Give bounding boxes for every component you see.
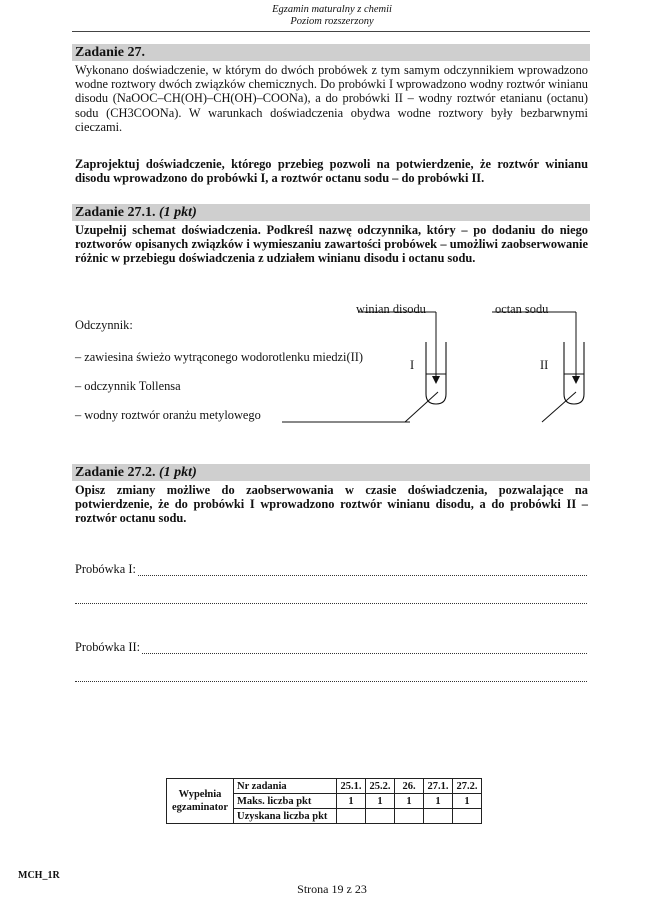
row-label-max-points: Maks. liczba pkt <box>234 794 337 809</box>
answer-dots <box>75 592 587 604</box>
task-27-title-bar <box>72 44 590 61</box>
exam-code: MCH_1R <box>18 870 60 881</box>
obtained-points-cell[interactable] <box>395 809 424 824</box>
obtained-points-cell[interactable] <box>337 809 366 824</box>
task-27-2-title-bar <box>72 464 590 481</box>
grading-table <box>166 778 482 824</box>
label-octan-sodu: octan sodu <box>495 302 549 316</box>
answer-tube-i-line-1[interactable] <box>75 562 587 576</box>
reagent-label: Odczynnik: <box>75 318 133 332</box>
task-number-cell: 27.1. <box>424 779 453 794</box>
obtained-points-cell[interactable] <box>424 809 453 824</box>
answer-tube-ii-line-1[interactable] <box>75 640 587 654</box>
obtained-points-cell[interactable] <box>453 809 482 824</box>
answer-tube-i-label: Probówka I: <box>75 562 136 576</box>
task-number-cell: 27.2. <box>453 779 482 794</box>
task-27-2-title: Zadanie 27.2. <box>75 465 156 480</box>
max-points-cell: 1 <box>453 794 482 809</box>
task-27-1-title: Zadanie 27.1. <box>75 205 156 220</box>
grading-side-label: Wypełnia egzaminator <box>167 779 234 824</box>
header-divider <box>72 31 590 32</box>
task-27-1-instruction: Uzupełnij schemat doświadczenia. Podkreśl nazwę odczynnika, który – po dodaniu do niego roztworów opisanych związków i wymieszaniu zawartości probówek – umożliwi zaobserwowanie różnic w przebiegu doświadczenia z udziałem winianu disodu i octanu sodu. <box>75 223 588 266</box>
task-number-cell: 25.2. <box>366 779 395 794</box>
page-number: Strona 19 z 23 <box>297 882 367 896</box>
exam-title: Egzamin maturalny z chemii <box>272 4 392 15</box>
task-27-2-instruction: Opisz zmiany możliwe do zaobserwowania w czasie doświadczenia, pozwalające na potwierdzenie, że do probówki I wprowadzono roztwór winianu disodu, a do probówki II – roztwór octanu sodu. <box>75 483 588 526</box>
arrow-octan <box>492 312 580 384</box>
answer-dots <box>75 670 587 682</box>
tube-i-label: I <box>410 358 415 372</box>
tube-ii-label: II <box>540 358 549 372</box>
task-27-1-points: (1 pkt) <box>159 205 197 220</box>
task-27-instruction: Zaprojektuj doświadczenie, którego przebieg pozwoli na potwierdzenie, że roztwór winianu disodu wprowadzono do probówki I, a roztwór octanu sodu – do probówki II. <box>75 157 588 186</box>
max-points-cell: 1 <box>366 794 395 809</box>
obtained-points-cell[interactable] <box>366 809 395 824</box>
reagent-option-methyl-orange[interactable]: – wodny roztwór oranżu metylowego <box>75 408 261 422</box>
max-points-cell: 1 <box>337 794 366 809</box>
tube-i-stand <box>405 392 438 422</box>
reagent-option-tollens[interactable]: – odczynnik Tollensa <box>75 379 181 393</box>
tube-ii-stand <box>542 392 576 422</box>
row-label-obtained-points: Uzyskana liczba pkt <box>234 809 337 824</box>
answer-dots <box>138 564 587 576</box>
task-number-cell: 26. <box>395 779 424 794</box>
max-points-cell: 1 <box>424 794 453 809</box>
test-tube-ii <box>564 342 584 404</box>
arrow-winian <box>358 312 440 384</box>
reagent-option-copper-hydroxide[interactable]: – zawiesina świeżo wytrąconego wodorotlenku miedzi(II) <box>75 350 363 364</box>
task-27-2-points: (1 pkt) <box>159 465 197 480</box>
answer-tube-i-line-2[interactable] <box>75 592 587 604</box>
page-header <box>0 4 664 28</box>
max-points-cell: 1 <box>395 794 424 809</box>
task-27-intro: Wykonano doświadczenie, w którym do dwóch probówek z tym samym odczynnikiem wprowadzono wodne roztwory dwóch związków chemicznych. Do probówki I wprowadzono wodny roztwór winianu disodu (NaOOC–CH(OH)–CH(OH)–COONa), a do probówki II – wodny roztwór etanianu (octanu) sodu (CH3COONa). W warunkach doświadczenia obydwa wodne roztwory były bezbarwnymi cieczami. <box>75 63 588 134</box>
answer-tube-ii-line-2[interactable] <box>75 670 587 682</box>
task-number-cell: 25.1. <box>337 779 366 794</box>
task-27-title: Zadanie 27. <box>75 45 146 60</box>
answer-dots <box>142 642 587 654</box>
task-27-1-title-bar <box>72 204 590 221</box>
row-label-task-number: Nr zadania <box>234 779 337 794</box>
answer-tube-ii-label: Probówka II: <box>75 640 141 654</box>
exam-level: Poziom rozszerzony <box>290 16 374 27</box>
label-winian-disodu: winian disodu <box>356 302 426 316</box>
